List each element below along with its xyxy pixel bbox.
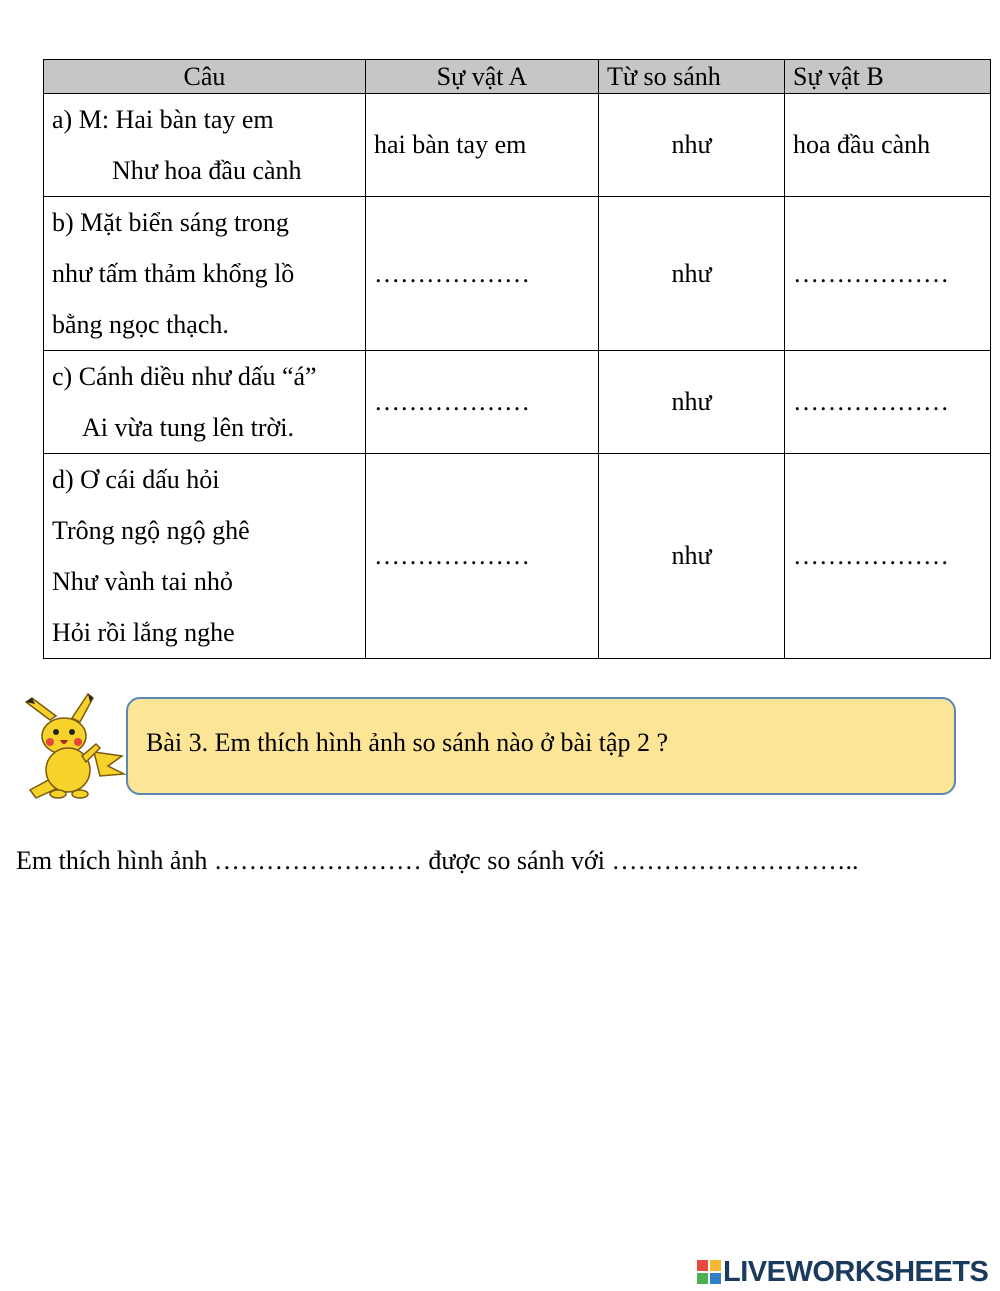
cau-line: bằng ngọc thạch. bbox=[52, 310, 229, 339]
cau-line: Như vành tai nhỏ bbox=[52, 567, 233, 596]
cau-line: Ai vừa tung lên trời. bbox=[82, 413, 294, 442]
table-row bbox=[44, 197, 991, 351]
table-header-row bbox=[44, 60, 991, 94]
header-tu-so-sanh: Từ so sánh bbox=[599, 60, 785, 94]
cell-tu-so-sanh: như bbox=[599, 197, 785, 351]
table-row bbox=[44, 94, 991, 197]
cell-su-vat-b: hoa đầu cành bbox=[785, 94, 991, 197]
exercise-3-answer-line[interactable]: Em thích hình ảnh …………………… được so sánh với ……………………….. bbox=[16, 846, 859, 875]
pikachu-icon bbox=[22, 690, 128, 800]
table-row bbox=[44, 351, 991, 454]
cell-cau bbox=[44, 94, 366, 197]
liveworksheets-logo-text: LIVEWORKSHEETS bbox=[723, 1255, 989, 1288]
cell-tu-so-sanh: như bbox=[599, 94, 785, 197]
header-su-vat-a: Sự vật A bbox=[366, 60, 599, 94]
answer-blank-b[interactable]: ……………… bbox=[785, 454, 991, 659]
cau-line: b) Mặt biển sáng trong bbox=[52, 208, 289, 237]
answer-blank-b[interactable]: ……………… bbox=[785, 197, 991, 351]
cau-line: Trông ngộ ngộ ghê bbox=[52, 516, 250, 545]
cell-cau bbox=[44, 197, 366, 351]
cau-line: a) M: Hai bàn tay em bbox=[52, 105, 274, 134]
cau-line: c) Cánh diều như dấu “á” bbox=[52, 362, 317, 391]
cau-line: Hỏi rồi lắng nghe bbox=[52, 618, 235, 647]
comparison-table bbox=[43, 59, 991, 659]
cell-cau bbox=[44, 454, 366, 659]
table-row bbox=[44, 454, 991, 659]
cell-tu-so-sanh: như bbox=[599, 454, 785, 659]
cell-su-vat-a: hai bàn tay em bbox=[366, 94, 599, 197]
liveworksheets-logo bbox=[697, 1255, 988, 1289]
cell-cau bbox=[44, 351, 366, 454]
exercise-3-box bbox=[126, 697, 956, 795]
answer-blank-a[interactable]: ……………… bbox=[366, 197, 599, 351]
cell-tu-so-sanh: như bbox=[599, 351, 785, 454]
header-cau: Câu bbox=[44, 60, 366, 94]
cau-line: như tấm thảm khổng lồ bbox=[52, 259, 295, 288]
answer-blank-a[interactable]: ……………… bbox=[366, 351, 599, 454]
answer-blank-b[interactable]: ……………… bbox=[785, 351, 991, 454]
exercise-3-title: Bài 3. Em thích hình ảnh so sánh nào ở bài tập 2 ? bbox=[146, 728, 669, 757]
header-su-vat-b: Sự vật B bbox=[785, 60, 991, 94]
liveworksheets-logo-icon bbox=[697, 1260, 721, 1284]
cau-line: Như hoa đầu cành bbox=[112, 156, 302, 185]
answer-blank-a[interactable]: ……………… bbox=[366, 454, 599, 659]
cau-line: d) Ơ cái dấu hỏi bbox=[52, 465, 220, 494]
